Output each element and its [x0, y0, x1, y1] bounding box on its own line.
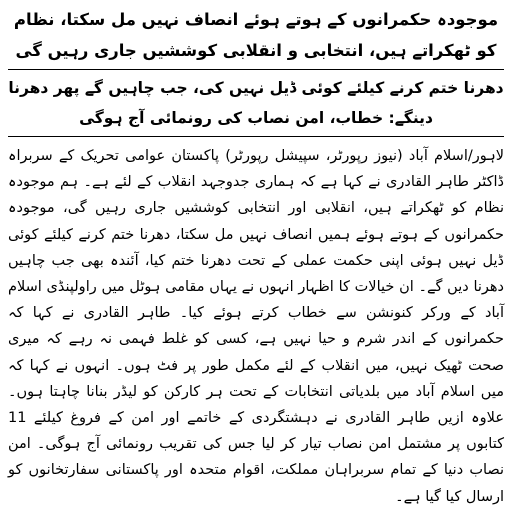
- divider: [8, 136, 504, 137]
- headline: موجودہ حکمرانوں کے ہوتے ہوئے انصاف نہیں مل سکتا، نظام کو ٹھکراتے ہیں، انتخابی و انقلابی کوششیں جاری رہیں گی: [13, 10, 499, 60]
- article-body: لاہور/اسلام آباد (نیوز رپورٹر، سپیشل رپورٹر) پاکستان عوامی تحریک کے سربراہ ڈاکٹر طاہر القادری نے کہا ہے کہ ہماری جدوجہد انقلاب کے لئے ہے۔ ہم موجودہ نظام کو ٹھکراتے ہیں، انقلابی اور انتخابی کوششیں جاری رہیں گی، موجودہ حکمرانوں کے ہوتے ہوئے ہمیں انصاف نہیں مل سکتا، دھرنا ختم کرنے کیلئے کوئی ڈیل نہیں ہوئی اپنی حکمت عملی کے تحت دھرنا ختم کیا، آئندہ بھی جب چاہیں دھرنا دیں گے۔ ان خیالات کا اظہار انہوں نے یہاں مقامی ہوٹل میں راولپنڈی اسلام آباد کے ورکر کنونشن سے خطاب کرتے ہوئے کیا۔ طاہر القادری نے کہا کہ حکمرانوں کے اندر شرم و حیا نہیں ہے، کسی کو غلط فہمی نہ رہے کہ میری صحت ٹھیک نہیں، میں انقلاب کے لئے مکمل طور پر فٹ ہوں۔ انہوں نے کہا کہ میں اسلام آباد میں بلدیاتی انتخابات کے تحت ہر کارکن کو لیڈر بنانا چاہتا ہوں۔ علاوہ ازیں طاہر القادری نے دہشتگردی کے خاتمے اور امن کے فروغ کیلئے 11 کتابوں پر مشتمل امن نصاب تیار کر لیا جس کی تقریب رونمائی آج ہوگی۔ امن نصاب دنیا کے تمام سربراہان مملکت، اقوام متحدہ اور پاکستانی سفارتخانوں کو ارسال کیا گیا ہے۔: [8, 148, 504, 505]
- divider: [8, 69, 504, 70]
- subheadline: دھرنا ختم کرنے کیلئے کوئی ڈیل نہیں کی، جب چاہیں گے پھر دھرنا دینگے: خطاب، امن نصاب کی رونمائی آج ہوگی: [8, 79, 504, 127]
